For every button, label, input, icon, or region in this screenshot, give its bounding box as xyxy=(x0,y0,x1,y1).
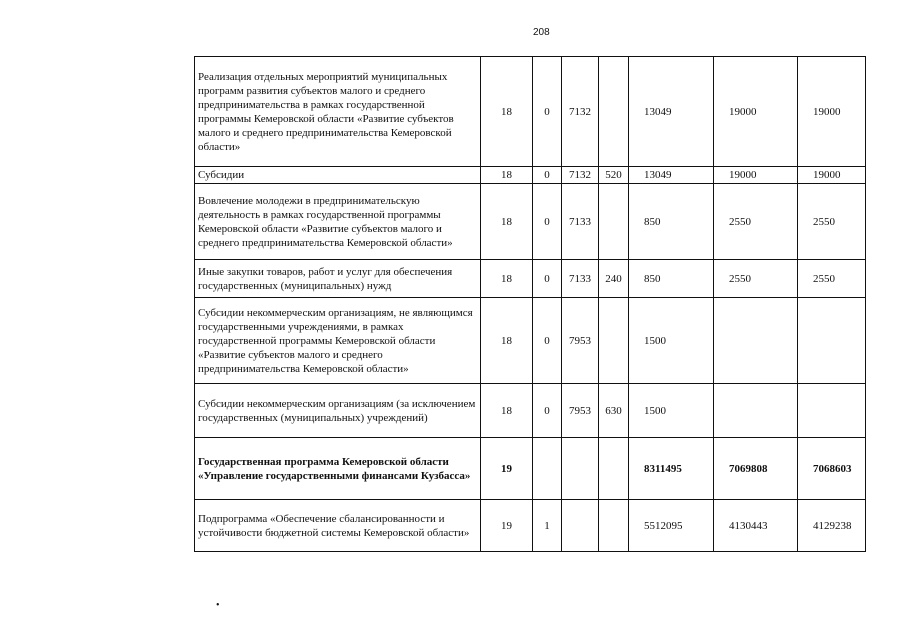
cell-code-1: 19 xyxy=(481,438,533,500)
cell-value-2: 4130443 xyxy=(714,500,798,552)
cell-code-4 xyxy=(599,184,629,260)
row-name: Субсидии xyxy=(195,167,481,184)
table-row xyxy=(195,57,866,167)
cell-value-2: 19000 xyxy=(714,167,798,184)
cell-value-2: 7069808 xyxy=(714,438,798,500)
cell-code-1: 19 xyxy=(481,500,533,552)
cell-code-3 xyxy=(562,438,599,500)
cell-value-2 xyxy=(714,384,798,438)
cell-code-4: 240 xyxy=(599,260,629,298)
cell-value-3 xyxy=(798,298,866,384)
table-row xyxy=(195,184,866,260)
cell-code-3: 7132 xyxy=(562,57,599,167)
cell-code-4 xyxy=(599,500,629,552)
cell-value-3: 4129238 xyxy=(798,500,866,552)
cell-value-1: 5512095 xyxy=(629,500,714,552)
table-row xyxy=(195,167,866,184)
table-row xyxy=(195,260,866,298)
cell-code-2: 0 xyxy=(533,57,562,167)
table-row xyxy=(195,500,866,552)
cell-value-2: 19000 xyxy=(714,57,798,167)
cell-code-2: 0 xyxy=(533,384,562,438)
cell-code-4 xyxy=(599,57,629,167)
row-name: Иные закупки товаров, работ и услуг для обеспечения государственных (муниципальных) нужд xyxy=(195,260,481,298)
cell-code-1: 18 xyxy=(481,184,533,260)
budget-table xyxy=(194,56,866,552)
cell-code-4 xyxy=(599,298,629,384)
cell-code-4 xyxy=(599,438,629,500)
cell-code-1: 18 xyxy=(481,260,533,298)
cell-value-1: 13049 xyxy=(629,57,714,167)
cell-value-1: 1500 xyxy=(629,384,714,438)
cell-code-2: 0 xyxy=(533,298,562,384)
table-row xyxy=(195,384,866,438)
cell-code-3 xyxy=(562,500,599,552)
cell-value-3: 7068603 xyxy=(798,438,866,500)
cell-code-3: 7132 xyxy=(562,167,599,184)
row-name: Реализация отдельных мероприятий муниципальных программ развития субъектов малого и среднего предпринимательства в рамках государственной программы Кемеровской области «Развитие субъектов малого и среднего предпринимательства Кемеровской области» xyxy=(195,57,481,167)
table-row xyxy=(195,438,866,500)
cell-code-3: 7133 xyxy=(562,260,599,298)
cell-code-2: 0 xyxy=(533,167,562,184)
cell-value-3: 2550 xyxy=(798,184,866,260)
row-name: Вовлечение молодежи в предпринимательскую деятельность в рамках государственной программы Кемеровской области «Развитие субъектов малого и среднего предпринимательства Кемеровской области» xyxy=(195,184,481,260)
row-name: Подпрограмма «Обеспечение сбалансированности и устойчивости бюджетной системы Кемеровской области» xyxy=(195,500,481,552)
cell-code-2 xyxy=(533,438,562,500)
table-row xyxy=(195,298,866,384)
cell-value-1: 1500 xyxy=(629,298,714,384)
cell-code-3: 7953 xyxy=(562,384,599,438)
cell-code-1: 18 xyxy=(481,298,533,384)
cell-value-1: 13049 xyxy=(629,167,714,184)
cell-value-3: 19000 xyxy=(798,57,866,167)
cell-code-2: 0 xyxy=(533,260,562,298)
cell-value-1: 850 xyxy=(629,184,714,260)
row-name: Государственная программа Кемеровской области «Управление государственными финансами Кузбасса» xyxy=(195,438,481,500)
cell-code-3: 7953 xyxy=(562,298,599,384)
cell-code-4: 520 xyxy=(599,167,629,184)
cell-code-1: 18 xyxy=(481,57,533,167)
cell-code-2: 1 xyxy=(533,500,562,552)
cell-value-2: 2550 xyxy=(714,260,798,298)
cell-value-1: 850 xyxy=(629,260,714,298)
cell-code-4: 630 xyxy=(599,384,629,438)
row-name: Субсидии некоммерческим организациям (за исключением государственных (муниципальных) учреждений) xyxy=(195,384,481,438)
cell-code-3: 7133 xyxy=(562,184,599,260)
footer-mark: • xyxy=(216,600,220,611)
cell-value-1: 8311495 xyxy=(629,438,714,500)
cell-code-1: 18 xyxy=(481,167,533,184)
cell-value-2: 2550 xyxy=(714,184,798,260)
page-number: 208 xyxy=(533,27,550,38)
cell-code-1: 18 xyxy=(481,384,533,438)
row-name: Субсидии некоммерческим организациям, не являющимся государственными учреждениями, в рамках государственной программы Кемеровской области «Развитие субъектов малого и среднего предпринимательства Кемеровской области» xyxy=(195,298,481,384)
cell-value-3: 19000 xyxy=(798,167,866,184)
cell-code-2: 0 xyxy=(533,184,562,260)
cell-value-3 xyxy=(798,384,866,438)
cell-value-2 xyxy=(714,298,798,384)
cell-value-3: 2550 xyxy=(798,260,866,298)
